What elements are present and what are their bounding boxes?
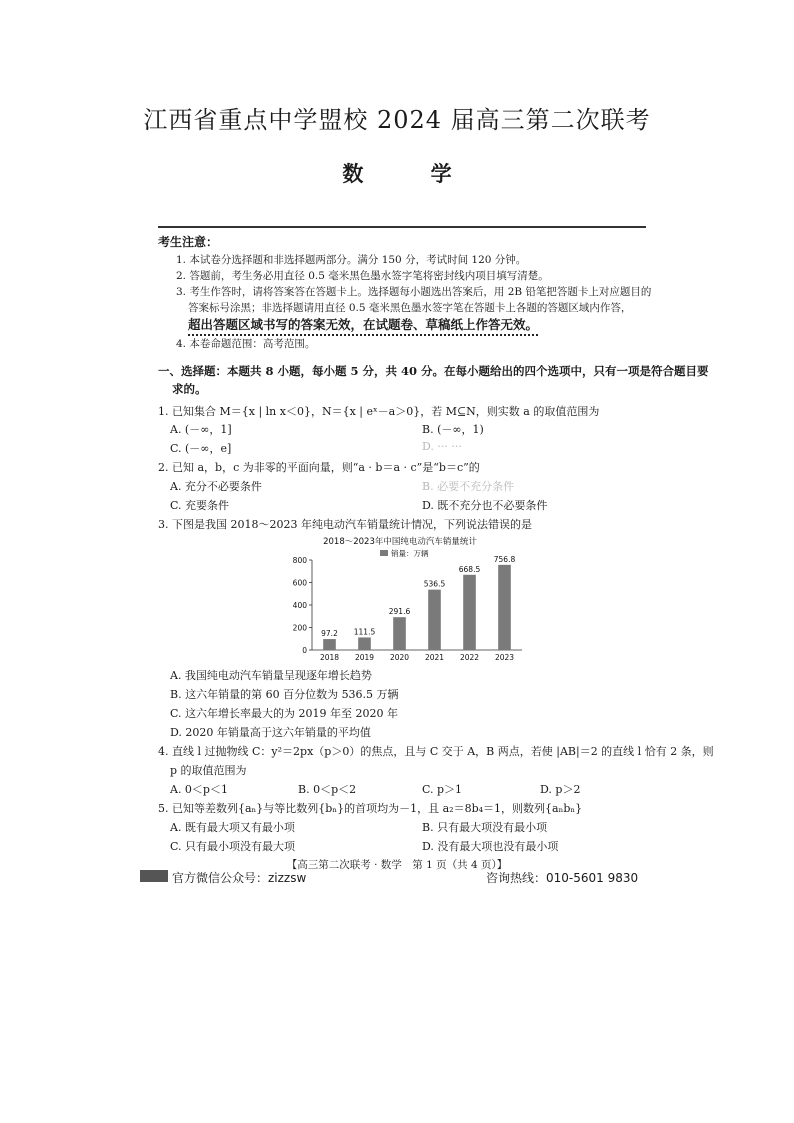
notice-item-3: 3. 考生作答时，请将答案答在答题卡上。选择题每小题选出答案后，用 2B 铅笔把答题卡上对应题目的 — [176, 286, 652, 298]
q4-stem: 4. 直线 l 过抛物线 C：y²＝2px（p＞0）的焦点，且与 C 交于 A，B 两点，若使 |AB|＝2 的直线 l 恰有 2 条，则 — [158, 745, 714, 758]
footer-wechat: 官方微信公众号：zizzsw — [172, 871, 307, 885]
chart-y-tick-label: 800 — [292, 556, 307, 565]
chart-bar-value-label: 291.6 — [388, 607, 411, 617]
chart-legend-label: 销量：万辆 — [391, 549, 429, 558]
q3-option-b: B. 这六年销量的第 60 百分位数为 536.5 万辆 — [170, 688, 399, 701]
chart-x-tick-label: 2019 — [354, 653, 375, 662]
q4-option-a: A. 0＜p＜1 — [170, 783, 228, 796]
q5-option-b: B. 只有最大项没有最小项 — [422, 821, 548, 834]
q1-option-c: C. (－∞，e] — [170, 442, 232, 455]
notice-heading: 考生注意： — [158, 235, 219, 249]
chart-bar-value-label: 536.5 — [423, 579, 446, 589]
notice-item-2: 2. 答题前，考生务必用直径 0.5 毫米黑色墨水签字笔将密封线内项目填写清楚。 — [176, 270, 549, 282]
q4-option-b: B. 0＜p＜2 — [298, 783, 357, 796]
notice-item-4: 4. 本卷命题范围：高考范围。 — [176, 338, 316, 350]
chart-bar-value-label: 756.8 — [493, 554, 516, 564]
q3-option-d: D. 2020 年销量高于这六年销量的平均值 — [170, 726, 371, 739]
page-footer: 【高三第二次联考 · 数学 第 1 页（共 4 页）】 — [286, 859, 508, 871]
chart-y-tick-label: 400 — [292, 601, 307, 610]
chart-y-tick-label: 200 — [292, 623, 307, 633]
q1-option-b: B. (－∞，1) — [422, 423, 484, 436]
exam-subject: 数 学 — [342, 161, 482, 186]
chart-y-tick-label: 0 — [302, 646, 307, 655]
chart-bar — [358, 637, 371, 650]
chart-x-tick-label: 2021 — [424, 653, 445, 662]
footer-logo-bar — [140, 870, 168, 882]
q2-option-a: A. 充分不必要条件 — [170, 480, 262, 493]
chart-x-tick-label: 2022 — [459, 653, 480, 662]
section1-heading-cont: 求的。 — [172, 382, 207, 396]
q3-stem: 3. 下图是我国 2018～2023 年纯电动汽车销量统计情况，下列说法错误的是 — [158, 518, 532, 531]
header-divider — [158, 226, 646, 228]
chart-x-tick-label: 2023 — [494, 653, 515, 662]
q5-option-a: A. 既有最大项又有最小项 — [170, 821, 295, 834]
notice-warning — [188, 315, 538, 333]
q4-option-d: D. p＞2 — [540, 783, 581, 796]
notice-item-3-cont: 答案标号涂黑；非选择题请用直径 0.5 毫米黑色墨水签字笔在答题卡上各题的答题区域内作答， — [188, 302, 632, 314]
q2-stem: 2. 已知 a，b，c 为非零的平面向量，则“a · b＝a · c”是“b＝c”的 — [158, 461, 480, 474]
chart-bar — [463, 575, 476, 650]
chart-title: 2018～2023年中国纯电动汽车销量统计 — [323, 537, 477, 547]
chart-bar-value-label: 111.5 — [353, 627, 376, 637]
chart-legend-swatch — [380, 550, 388, 556]
q1-stem: 1. 已知集合 M＝{x | ln x＜0}，N＝{x | eˣ－a＞0}，若 M⊆N，则实数 a 的取值范围为 — [158, 405, 600, 418]
q3-option-c: C. 这六年增长率最大的为 2019 年至 2020 年 — [170, 707, 398, 720]
q5-option-d: D. 没有最大项也没有最小项 — [422, 840, 559, 853]
exam-title: 江西省重点中学盟校 2024 届高三第二次联考 — [143, 106, 651, 134]
sales-bar-chart — [270, 534, 530, 664]
q2-option-b: B. 必要不充分条件 — [422, 480, 515, 493]
chart-bar — [498, 565, 511, 650]
q1-option-a: A. (－∞，1] — [170, 423, 232, 436]
q5-option-c: C. 只有最小项没有最大项 — [170, 840, 296, 853]
chart-x-tick-label: 2018 — [319, 653, 340, 662]
section1-heading: 一、选择题：本题共 8 小题，每小题 5 分，共 40 分。在每小题给出的四个选项中，只有一项是符合题目要 — [158, 364, 709, 378]
chart-bar — [323, 639, 336, 650]
chart-x-tick-label: 2020 — [389, 653, 410, 662]
q2-option-c: C. 充要条件 — [170, 499, 230, 512]
notice-item-1: 1. 本试卷分选择题和非选择题两部分。满分 150 分，考试时间 120 分钟。 — [176, 254, 527, 266]
chart-bar-value-label: 668.5 — [458, 564, 481, 574]
q5-stem: 5. 已知等差数列{aₙ}与等比数列{bₙ}的首项均为－1，且 a₂＝8b₄＝1，则数列{aₙbₙ} — [158, 802, 583, 815]
chart-bars — [320, 555, 516, 662]
chart-y-tick-label: 600 — [292, 578, 307, 588]
q3-option-a: A. 我国纯电动汽车销量呈现逐年增长趋势 — [170, 669, 372, 682]
q4-option-c: C. p＞1 — [422, 783, 463, 796]
chart-bar — [393, 617, 406, 650]
q4-stem-cont: p 的取值范围为 — [170, 764, 247, 777]
chart-bar-value-label: 97.2 — [321, 629, 338, 639]
q2-option-d: D. 既不充分也不必要条件 — [422, 499, 548, 512]
q1-option-d: D. ··· ··· — [422, 440, 462, 453]
notice-warning-text: 超出答题区域书写的答案无效，在试题卷、草稿纸上作答无效。 — [188, 317, 538, 336]
footer-hotline: 咨询热线：010-5601 9830 — [486, 871, 639, 885]
chart-bar — [428, 590, 441, 650]
